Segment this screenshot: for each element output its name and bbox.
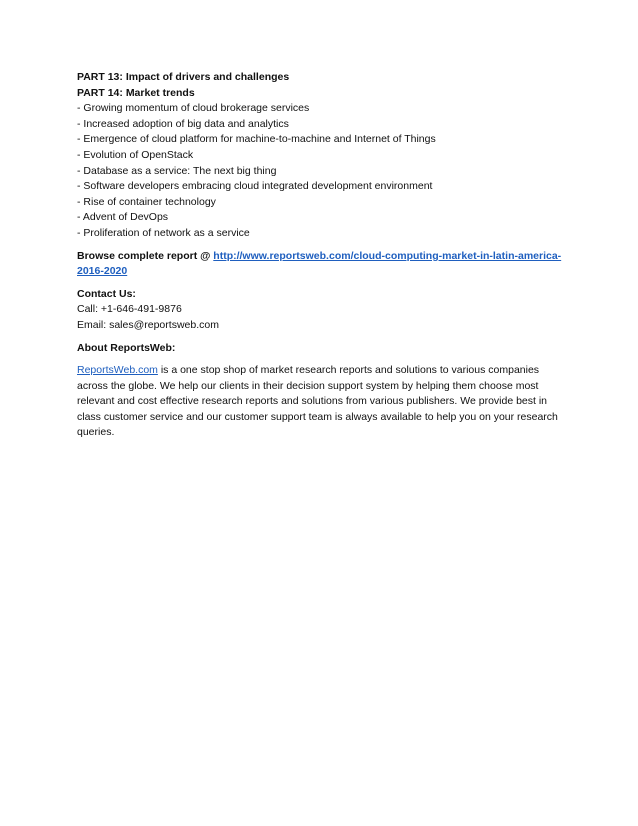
list-item: - Increased adoption of big data and analytics — [77, 117, 289, 130]
list-item: - Emergence of cloud platform for machine-to-machine and Internet of Things — [77, 133, 436, 146]
list-item: - Advent of DevOps — [77, 211, 169, 224]
spacer — [77, 334, 562, 341]
list-item: - Growing momentum of cloud brokerage services — [77, 102, 310, 115]
document-body — [77, 70, 562, 441]
browse-report-block — [77, 249, 562, 280]
spacer — [77, 242, 562, 249]
spacer — [77, 280, 562, 287]
about-heading: About ReportsWeb: — [77, 341, 176, 354]
about-line-2: across the globe. We help our clients in their decision support system by helping them choose most — [77, 379, 539, 392]
list-item: - Database as a service: The next big thing — [77, 164, 277, 177]
about-block — [77, 341, 562, 442]
about-line-4: class customer service and our customer support team is always available to help you on your research — [77, 410, 558, 423]
contact-phone: Call: +1-646-491-9876 — [77, 303, 182, 316]
browse-report-label: Browse complete report @ — [77, 249, 214, 262]
browse-report-line — [77, 249, 562, 265]
list-item: - Evolution of OpenStack — [77, 148, 194, 161]
contact-heading: Contact Us: — [77, 287, 136, 300]
about-line-3: relevant and cost effective research reports and solutions from various publishers. We provide best in — [77, 395, 548, 408]
report-url-link[interactable]: http://www.reportsweb.com/cloud-computing-market-in-latin-america- — [213, 249, 562, 262]
list-item: - Rise of container technology — [77, 195, 216, 208]
market-trends-list — [77, 101, 562, 241]
reportsweb-link[interactable]: ReportsWeb.com — [77, 364, 158, 377]
spacer — [77, 356, 562, 363]
report-url-link-continued[interactable]: 2016-2020 — [77, 265, 128, 278]
about-line-1 — [77, 363, 562, 379]
contact-block — [77, 287, 562, 334]
about-line-5: queries. — [77, 426, 115, 439]
browse-report-line-2 — [77, 264, 562, 280]
contact-email: Email: sales@reportsweb.com — [77, 318, 219, 331]
part-13-heading: PART 13: Impact of drivers and challenges — [77, 71, 290, 83]
list-item: - Proliferation of network as a service — [77, 226, 250, 239]
part-14-heading: PART 14: Market trends — [77, 86, 195, 99]
list-item: - Software developers embracing cloud integrated development environment — [77, 180, 433, 193]
about-line-1-text: is a one stop shop of market research reports and solutions to various companies — [157, 364, 540, 377]
